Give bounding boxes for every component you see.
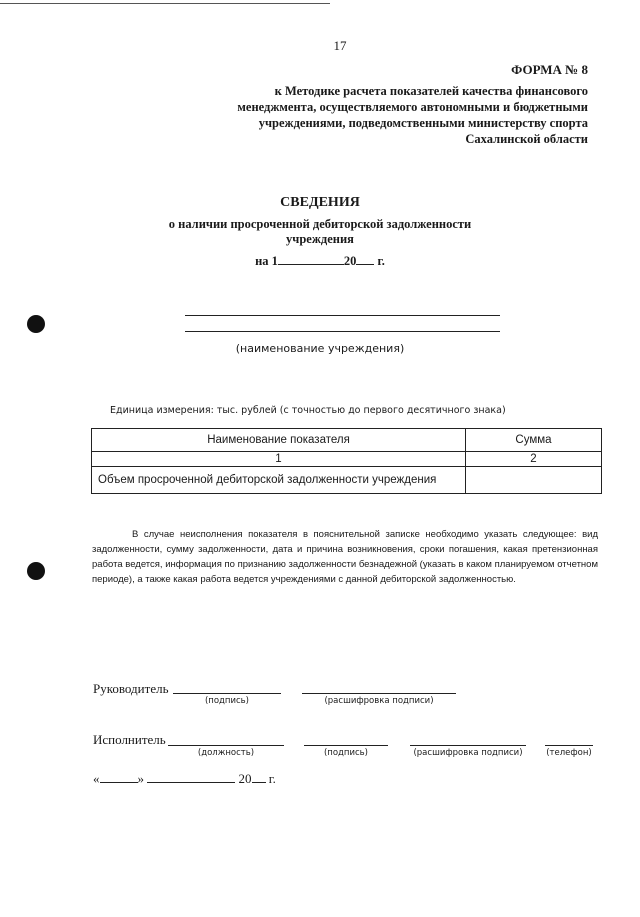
executor-label: Исполнитель <box>93 732 166 747</box>
head-name-line[interactable] <box>302 693 456 694</box>
punch-hole-mark <box>27 315 45 333</box>
sum-cell[interactable] <box>466 467 602 494</box>
form-number: ФОРМА № 8 <box>511 62 588 77</box>
signing-day-field[interactable] <box>100 772 138 783</box>
head-name-caption: (расшифровка подписи) <box>324 696 434 706</box>
unit-note: Единица измерения: тыс. рублей (с точностью до первого десятичного знака) <box>110 405 506 416</box>
explanation-text <box>92 527 598 587</box>
subtitle-line: о наличии просроченной дебиторской задолженности <box>168 217 472 231</box>
signing-date-suffix: г. <box>268 771 276 786</box>
header-sum: Сумма <box>466 429 602 452</box>
executor-name-caption: (расшифровка подписи) <box>413 748 523 758</box>
close-quote: » <box>137 771 144 786</box>
document-subtitle <box>130 217 510 247</box>
executor-position-caption: (должность) <box>197 748 255 758</box>
head-signature-line[interactable] <box>173 693 281 694</box>
document-title: СВЕДЕНИЯ <box>280 195 360 210</box>
signing-month-field[interactable] <box>147 772 235 783</box>
indicator-table <box>91 428 602 494</box>
institution-name-line[interactable] <box>185 315 500 316</box>
page-number: 17 <box>333 38 347 53</box>
subtitle-line: учреждения <box>286 232 354 246</box>
method-reference-line: менеджмента, осуществляемого автономными и бюджетными <box>237 100 588 114</box>
method-reference-line: к Методике расчета показателей качества финансового <box>274 84 588 98</box>
date-day-month-field[interactable] <box>278 254 344 265</box>
indicator-name-cell: Объем просроченной дебиторской задолженности учреждения <box>92 467 466 494</box>
date-year-field[interactable] <box>356 254 374 265</box>
method-reference <box>168 83 588 147</box>
date-prefix: на 1 <box>255 254 278 268</box>
method-reference-line: учреждениями, подведомственными министерству спорта <box>258 116 588 130</box>
signing-year: 20 <box>238 771 252 786</box>
explanation-body: В случае неисполнения показателя в пояснительной записке необходимо указать следующее: вид задолженности, сумму задолженности, дата и причина возникновения, сроки погашения, какая претензионная работа ведется, информация по признанию задолженности безнадежной (указать в каком планируемом отчетном периоде), а также какая работа ведется учреждениями с данной дебиторской задолженностью. <box>92 529 598 585</box>
date-suffix: г. <box>377 254 385 268</box>
signing-date <box>93 771 276 787</box>
table-column-number-row <box>92 452 602 467</box>
executor-phone-caption: (телефон) <box>546 748 592 758</box>
institution-name-line[interactable] <box>185 331 500 332</box>
header-indicator-name: Наименование показателя <box>92 429 466 452</box>
executor-signature-line[interactable] <box>304 745 388 746</box>
head-label: Руководитель <box>93 681 169 696</box>
executor-phone-line[interactable] <box>545 745 593 746</box>
report-date <box>0 254 640 269</box>
table-header-row <box>92 429 602 452</box>
column-number: 2 <box>466 452 602 467</box>
executor-position-line[interactable] <box>168 745 284 746</box>
head-signature-caption: (подпись) <box>204 696 250 706</box>
top-rule <box>0 3 330 4</box>
executor-signature-caption: (подпись) <box>323 748 369 758</box>
signing-year-field[interactable] <box>252 772 266 783</box>
punch-hole-mark <box>27 562 45 580</box>
executor-name-line[interactable] <box>410 745 526 746</box>
column-number: 1 <box>92 452 466 467</box>
method-reference-line: Сахалинской области <box>465 132 588 146</box>
open-quote: « <box>93 771 100 786</box>
date-year: 20 <box>343 254 357 268</box>
institution-caption: (наименование учреждения) <box>235 342 405 355</box>
table-row <box>92 467 602 494</box>
